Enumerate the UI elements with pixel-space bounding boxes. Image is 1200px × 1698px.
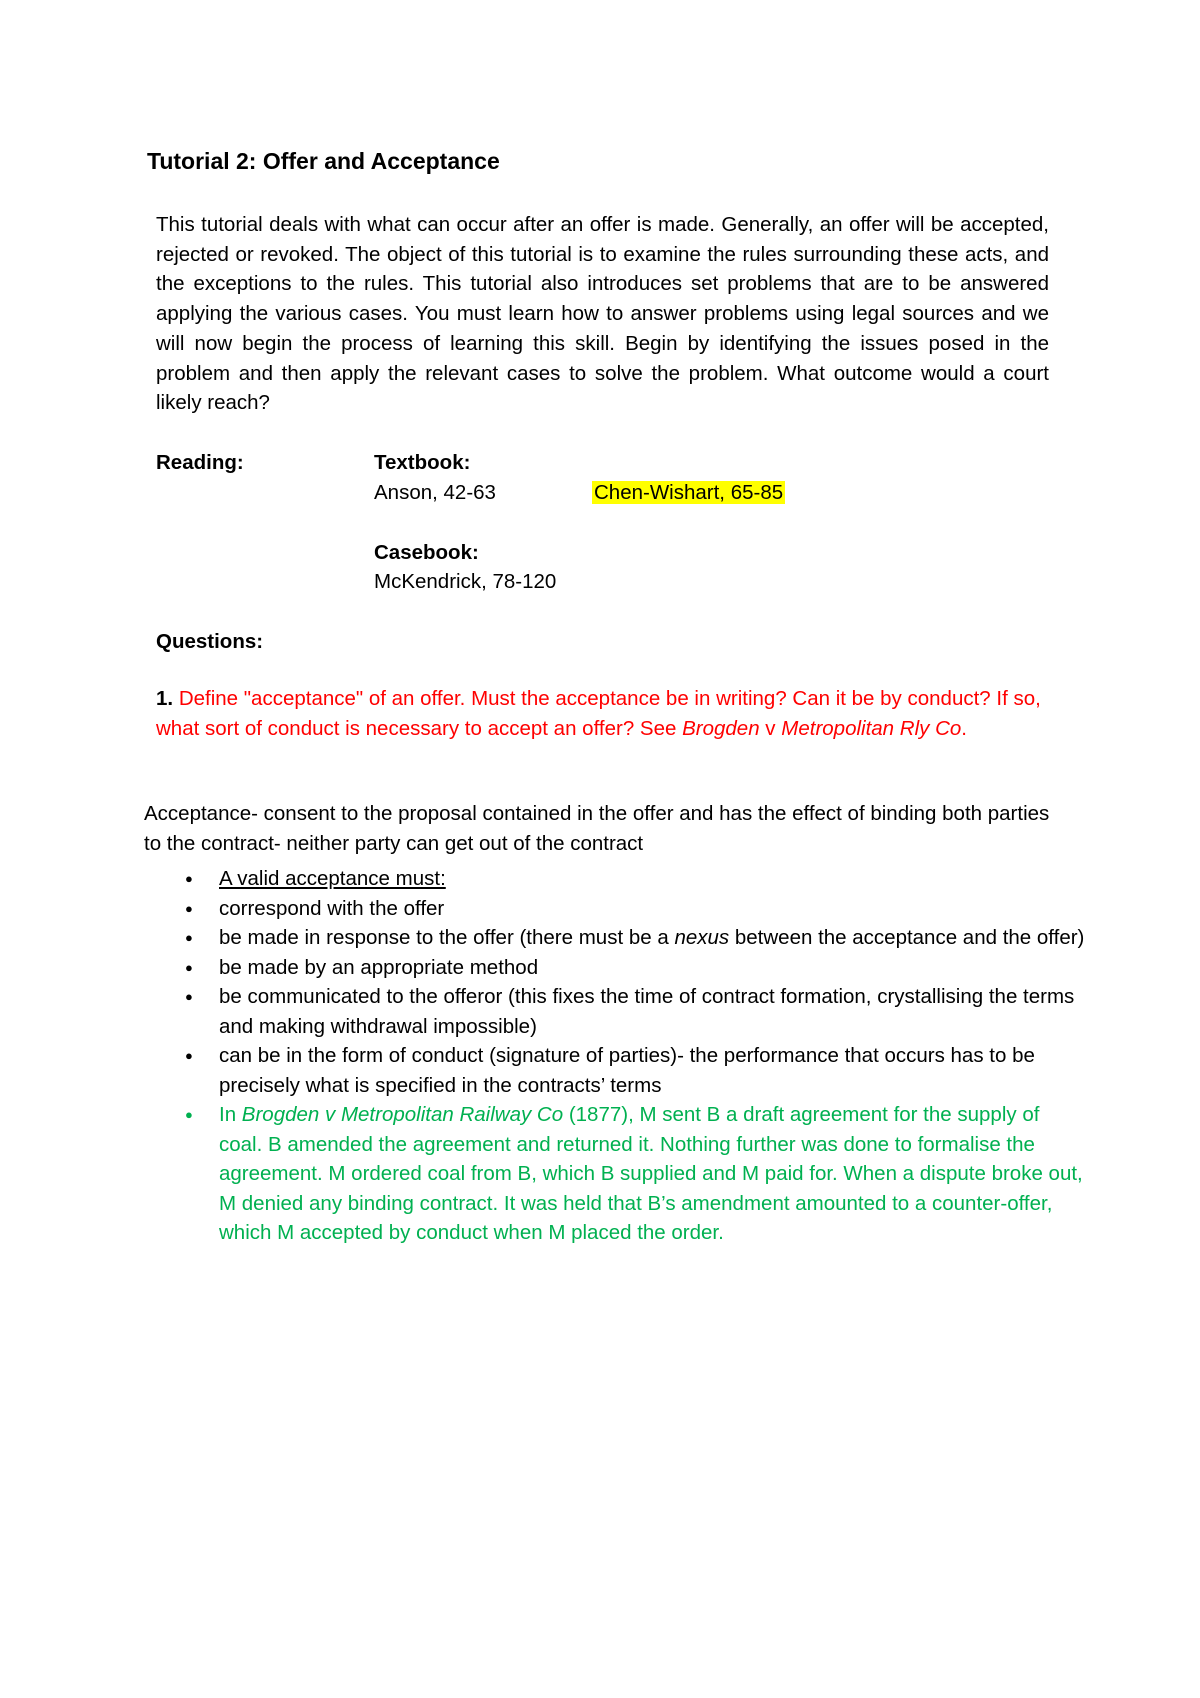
list-item-text: between the acceptance and the offer) [729, 926, 1085, 949]
question-1 [156, 684, 1056, 744]
list-item: ● be made by an appropriate method [185, 953, 1085, 983]
textbook-label: Textbook: [374, 451, 471, 474]
list-item-text: In [219, 1103, 242, 1126]
case-name-brogden: Brogden [682, 717, 760, 740]
question-number: 1. [156, 687, 174, 710]
list-item-brogden-case [185, 1100, 1085, 1248]
question-text: Define "acceptance" of an offer. Must the acceptance be in writing? Can it be by conduct? If so, what sort of conduct is necessary to accept an offer? See [156, 687, 1041, 740]
case-name: Brogden v Metropolitan Railway Co [241, 1103, 564, 1126]
page-title: Tutorial 2: Offer and Acceptance [147, 148, 500, 174]
questions-label: Questions: [156, 630, 264, 653]
list-item: ● correspond with the offer [185, 894, 1085, 924]
list-item [185, 923, 1085, 953]
list-item [185, 864, 1085, 894]
list-item-text: (1877), M sent B a draft agreement for the supply of coal. B amended the agreement and returned it. Nothing further was done to formalise the agreement. M ordered coal from B, which B supplied and M paid for. When a dispute broke out, M denied any binding contract. It was held that B’s amendment amounted to a counter-offer, which M accepted by conduct when M placed the order. [219, 1103, 1083, 1244]
acceptance-requirements-list [185, 864, 1085, 1248]
acceptance-definition: Acceptance- consent to the proposal contained in the offer and has the effect of binding both parties to the contract- neither party can get out of the contract [144, 802, 1050, 855]
intro-paragraph: This tutorial deals with what can occur after an offer is made. Generally, an offer will be accepted, rejected or revoked. The object of this tutorial is to examine the rules surrounding these acts, and the exceptions to the rules. This tutorial also introduces set problems that are to be answered applying the various cases. You must learn how to answer problems using legal sources and we will now begin the process of learning this skill. Begin by identifying the issues posed in the problem and then apply the relevant cases to solve the problem. What outcome would a court likely reach? [156, 213, 1049, 415]
textbook-anson: Anson, 42-63 [374, 481, 496, 504]
casebook-mckendrick: McKendrick, 78-120 [374, 570, 557, 593]
list-item: ● can be in the form of conduct (signature of parties)- the performance that occurs has to be precisely what is specified in the contracts’ terms [185, 1041, 1085, 1100]
list-item-heading: A valid acceptance must: [219, 867, 446, 890]
case-name-metropolitan: Metropolitan Rly Co [781, 717, 962, 740]
nexus-term: nexus [674, 926, 730, 949]
highlighted-reading: Chen-Wishart, 65-85 [594, 481, 784, 504]
reading-label: Reading: [156, 451, 244, 474]
list-item: ● be communicated to the offeror (this fixes the time of contract formation, crystallising the terms and making withdrawal impossible) [185, 982, 1085, 1041]
textbook-chen-wishart [592, 481, 785, 505]
list-item-text: be made in response to the offer (there must be a [219, 926, 675, 949]
question-text-v: v [759, 717, 782, 740]
casebook-label: Casebook: [374, 541, 479, 564]
question-text-end: . [961, 717, 967, 740]
